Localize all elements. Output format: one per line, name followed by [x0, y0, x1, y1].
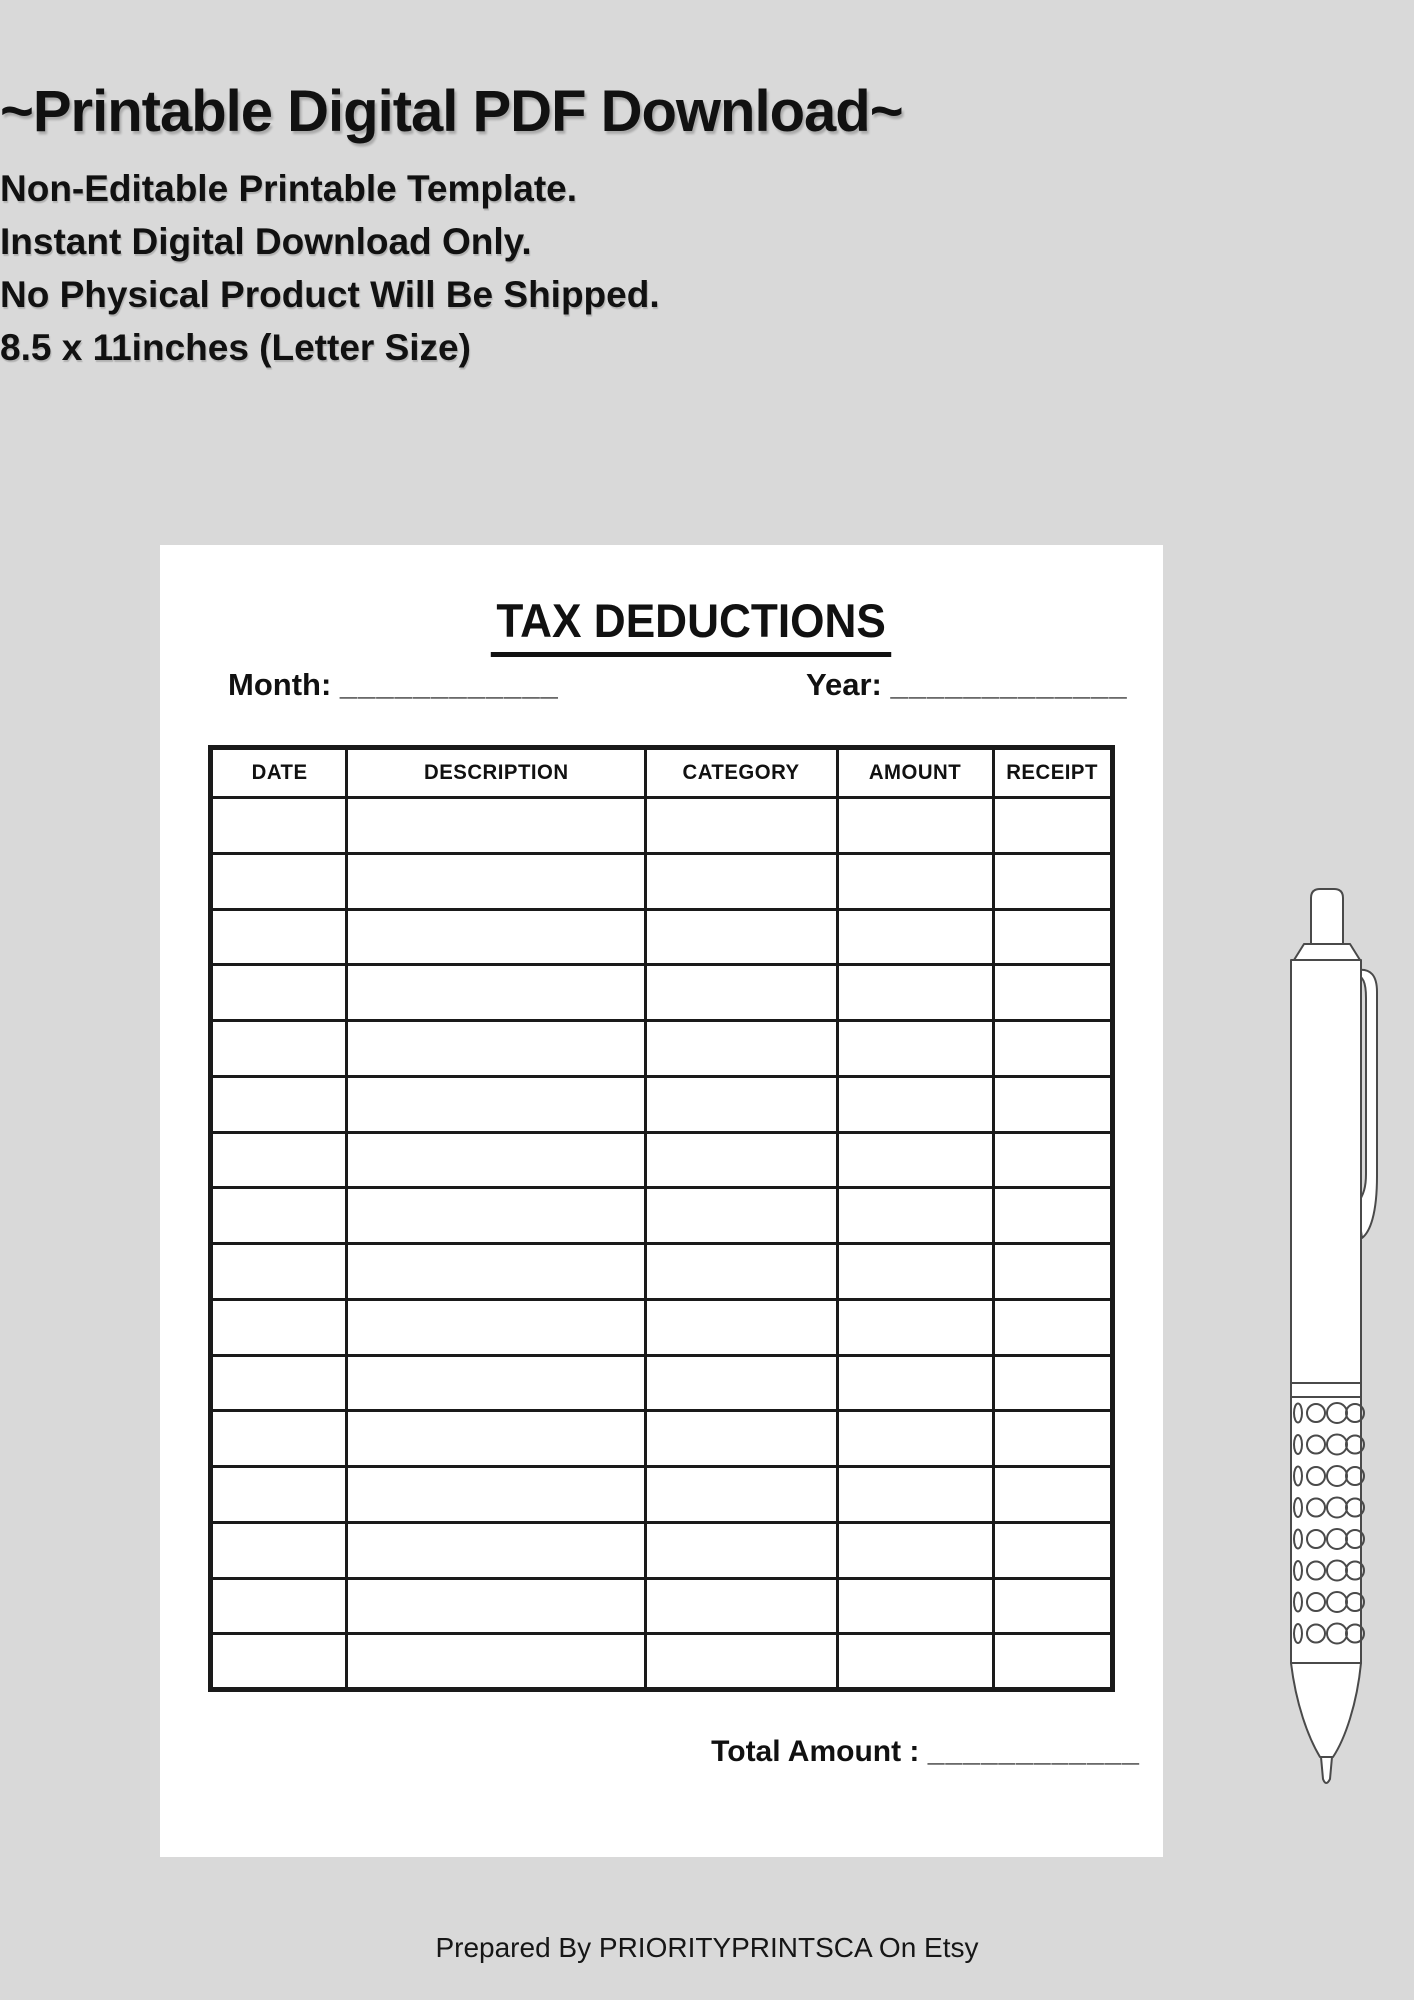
pen-collar — [1294, 944, 1360, 960]
column-header-description: DESCRIPTION — [351, 748, 641, 798]
table-row — [211, 1076, 1113, 1132]
table-row — [211, 1467, 1113, 1523]
empty-cell — [211, 1355, 347, 1411]
empty-cell — [347, 1299, 646, 1355]
empty-cell — [347, 1634, 646, 1690]
empty-cell — [993, 1299, 1112, 1355]
empty-cell — [645, 853, 837, 909]
empty-cell — [645, 1634, 837, 1690]
pen-tip — [1321, 1757, 1332, 1783]
empty-cell — [837, 1244, 993, 1300]
month-year-row — [160, 667, 1163, 711]
empty-cell — [645, 1467, 837, 1523]
empty-cell — [211, 1467, 347, 1523]
subtitle-line-3: No Physical Product Will Be Shipped. — [0, 274, 660, 315]
subtitle-line-2: Instant Digital Download Only. — [0, 221, 532, 262]
column-header-receipt: RECEIPT — [995, 748, 1111, 798]
template-page-preview — [160, 545, 1163, 1857]
empty-cell — [993, 1132, 1112, 1188]
column-header-date: DATE — [213, 748, 345, 798]
listing-subtitle — [0, 162, 1106, 374]
empty-cell — [645, 1578, 837, 1634]
empty-cell — [993, 1021, 1112, 1077]
empty-cell — [993, 798, 1112, 854]
table-header — [211, 748, 1113, 798]
empty-cell — [993, 1244, 1112, 1300]
subtitle-line-1: Non-Editable Printable Template. — [0, 168, 578, 209]
empty-cell — [837, 1522, 993, 1578]
empty-cell — [211, 853, 347, 909]
empty-cell — [837, 1188, 993, 1244]
empty-cell — [211, 1188, 347, 1244]
empty-cell — [211, 1578, 347, 1634]
empty-cell — [993, 1634, 1112, 1690]
doc-title: TAX DEDUCTIONS — [491, 593, 892, 657]
empty-cell — [837, 1132, 993, 1188]
empty-cell — [211, 1132, 347, 1188]
empty-cell — [993, 1188, 1112, 1244]
total-amount-line — [160, 1735, 1140, 1769]
empty-cell — [837, 1355, 993, 1411]
empty-cell — [347, 1467, 646, 1523]
empty-cell — [347, 1522, 646, 1578]
empty-cell — [645, 909, 837, 965]
empty-cell — [211, 1522, 347, 1578]
empty-cell — [645, 965, 837, 1021]
empty-cell — [347, 1578, 646, 1634]
table-header-row — [211, 748, 1113, 798]
empty-cell — [211, 1076, 347, 1132]
total-amount-blank-line: ____________ — [927, 1735, 1140, 1768]
empty-cell — [347, 1244, 646, 1300]
empty-cell — [837, 1299, 993, 1355]
empty-cell — [347, 909, 646, 965]
empty-cell — [837, 1467, 993, 1523]
table-row — [211, 1411, 1113, 1467]
empty-cell — [645, 1132, 837, 1188]
empty-cell — [211, 798, 347, 854]
empty-cell — [837, 1634, 993, 1690]
empty-cell — [211, 1244, 347, 1300]
doc-title-wrap — [160, 593, 1163, 657]
empty-cell — [837, 1578, 993, 1634]
table-row — [211, 1188, 1113, 1244]
empty-cell — [211, 1411, 347, 1467]
empty-cell — [347, 965, 646, 1021]
empty-cell — [993, 1578, 1112, 1634]
pen-nose-cone — [1291, 1663, 1361, 1757]
empty-cell — [993, 965, 1112, 1021]
empty-cell — [645, 1244, 837, 1300]
empty-cell — [837, 1076, 993, 1132]
empty-cell — [993, 1076, 1112, 1132]
empty-cell — [211, 1634, 347, 1690]
month-label: Month: — [228, 667, 332, 702]
month-blank-line: ____________ — [339, 667, 559, 702]
pen-barrel — [1291, 960, 1361, 1383]
ballpoint-pen-illustration — [1283, 886, 1383, 1796]
year-label: Year: — [806, 667, 882, 702]
table-row — [211, 965, 1113, 1021]
empty-cell — [211, 1299, 347, 1355]
empty-cell — [645, 1299, 837, 1355]
empty-cell — [993, 1467, 1112, 1523]
empty-cell — [837, 1411, 993, 1467]
table-row — [211, 1355, 1113, 1411]
empty-cell — [645, 1021, 837, 1077]
deductions-table — [208, 745, 1115, 1692]
column-header-amount: AMOUNT — [840, 748, 991, 798]
empty-cell — [211, 909, 347, 965]
empty-cell — [645, 1522, 837, 1578]
table-row — [211, 853, 1113, 909]
empty-cell — [837, 853, 993, 909]
empty-cell — [837, 909, 993, 965]
table-row — [211, 1522, 1113, 1578]
empty-cell — [347, 1132, 646, 1188]
pen-band — [1291, 1383, 1361, 1397]
table-row — [211, 909, 1113, 965]
empty-cell — [645, 1355, 837, 1411]
table-row — [211, 1132, 1113, 1188]
pen-clicker-button — [1311, 889, 1343, 944]
empty-cell — [347, 1411, 646, 1467]
table-row — [211, 1299, 1113, 1355]
table-row — [211, 798, 1113, 854]
empty-cell — [347, 1355, 646, 1411]
table-body — [211, 798, 1113, 1690]
empty-cell — [993, 909, 1112, 965]
empty-cell — [211, 1021, 347, 1077]
empty-cell — [645, 798, 837, 854]
empty-cell — [993, 1355, 1112, 1411]
empty-cell — [837, 965, 993, 1021]
column-header-category: CATEGORY — [648, 748, 834, 798]
empty-cell — [645, 1076, 837, 1132]
empty-cell — [645, 1411, 837, 1467]
empty-cell — [993, 853, 1112, 909]
year-field — [806, 667, 1128, 703]
total-amount-label: Total Amount : — [711, 1735, 920, 1768]
table-row — [211, 1634, 1113, 1690]
empty-cell — [347, 798, 646, 854]
empty-cell — [347, 1076, 646, 1132]
year-blank-line: _____________ — [890, 667, 1128, 702]
listing-title: ~Printable Digital PDF Download~ — [0, 79, 903, 144]
footer-credit: Prepared By PRIORITYPRINTSCA On Etsy — [435, 1932, 979, 1963]
empty-cell — [837, 1021, 993, 1077]
empty-cell — [211, 965, 347, 1021]
empty-cell — [993, 1522, 1112, 1578]
table-row — [211, 1021, 1113, 1077]
empty-cell — [347, 1188, 646, 1244]
empty-cell — [347, 1021, 646, 1077]
empty-cell — [837, 798, 993, 854]
empty-cell — [645, 1188, 837, 1244]
empty-cell — [993, 1411, 1112, 1467]
table-row — [211, 1244, 1113, 1300]
month-field — [228, 667, 559, 703]
empty-cell — [347, 853, 646, 909]
table-row — [211, 1578, 1113, 1634]
subtitle-line-4: 8.5 x 11inches (Letter Size) — [0, 327, 471, 368]
